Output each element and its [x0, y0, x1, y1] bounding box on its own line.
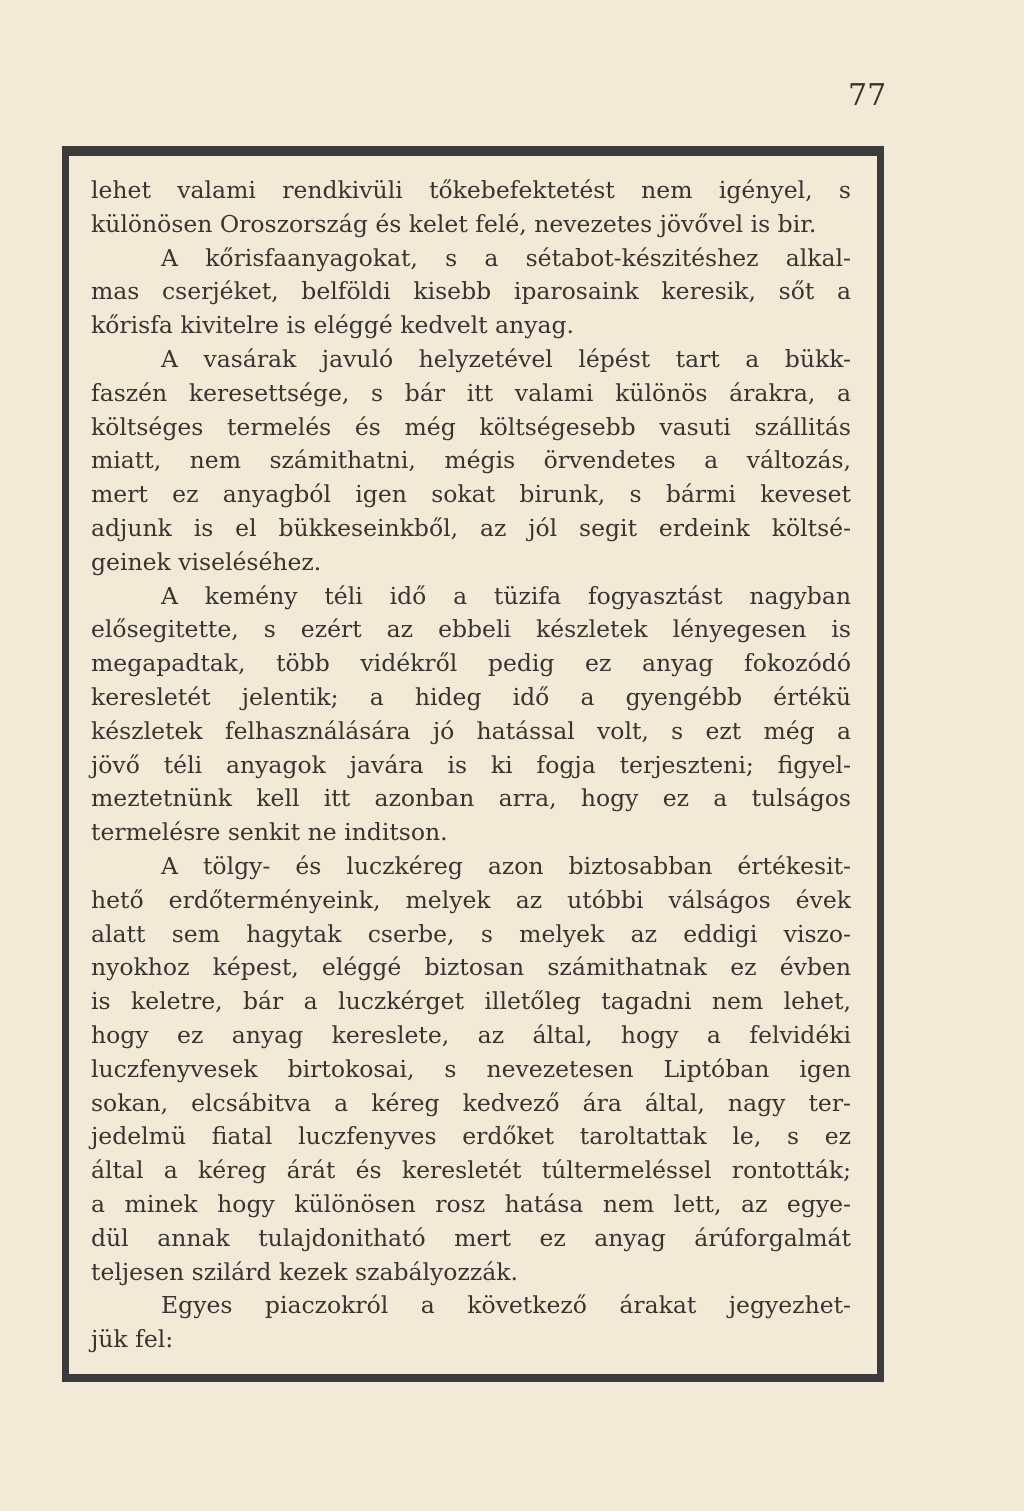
text-line: faszén keresettsége, s bár itt valami különös árakra, a [91, 378, 851, 407]
text-line: hogy ez anyag kereslete, az által, hogy a felvidéki [91, 1020, 851, 1049]
text-line: mert ez anyagból igen sokat birunk, s bármi keveset [91, 480, 851, 509]
text-line: keresletét jelentik; a hideg idő a gyengébb értékü [91, 682, 851, 711]
text-line: adjunk is el bükkeseinkből, az jól segit erdeink költsé- [91, 513, 851, 542]
text-line: Egyes piaczokról a következő árakat jegyezhet- [161, 1291, 851, 1320]
text-line: teljesen szilárd kezek szabályozzák. [91, 1257, 518, 1286]
text-line: miatt, nem számithatni, mégis örvendetes a változás, [91, 446, 851, 475]
body-text [91, 174, 851, 1357]
text-line: kőrisfa kivitelre is eléggé kedvelt anyag. [91, 311, 574, 340]
text-line: alatt sem hagytak cserbe, s melyek az eddigi viszo- [91, 919, 851, 948]
text-line: hető erdőterményeink, melyek az utóbbi válságos évek [91, 885, 851, 914]
text-line: mas cserjéket, belföldi kisebb iparosaink keresik, sőt a [91, 277, 851, 306]
text-line: is keletre, bár a luczkérget illetőleg tagadni nem lehet, [91, 987, 851, 1016]
text-line: sokan, elcsábitva a kéreg kedvező ára által, nagy ter- [91, 1088, 851, 1117]
text-line: jedelmü fiatal luczfenyves erdőket taroltattak le, s ez [91, 1122, 851, 1151]
text-line: készletek felhasználására jó hatással volt, s ezt még a [91, 716, 851, 745]
text-line: dül annak tulajdonitható mert ez anyag árúforgalmát [91, 1223, 851, 1252]
text-line: költséges termelés és még költségesebb vasuti szállitás [91, 412, 851, 441]
text-line: által a kéreg árát és keresletét túltermeléssel rontották; [91, 1156, 851, 1185]
text-line: nyokhoz képest, eléggé biztosan számithatnak ez évben [91, 953, 851, 982]
text-line: a minek hogy különösen rosz hatása nem lett, az egye- [91, 1189, 851, 1218]
text-line: A kemény téli idő a tüzifa fogyasztást nagyban [161, 581, 851, 610]
text-line: jük fel: [91, 1325, 174, 1354]
text-line: elősegitette, s ezért az ebbeli készletek lényegesen is [91, 615, 851, 644]
text-line: luczfenyvesek birtokosai, s nevezetesen Liptóban igen [91, 1054, 851, 1083]
page-number: 77 [848, 78, 887, 113]
text-line: termelésre senkit ne inditson. [91, 818, 448, 847]
text-line: különösen Oroszország és kelet felé, nevezetes jövővel is bir. [91, 209, 817, 238]
text-line: jövő téli anyagok javára is ki fogja terjeszteni; figyel- [91, 750, 851, 779]
text-line: lehet valami rendkivüli tőkebefektetést nem igényel, s [91, 176, 851, 204]
text-line: A kőrisfaanyagokat, s a sétabot-készitéshez alkal- [161, 243, 851, 272]
text-line: meztetnünk kell itt azonban arra, hogy ez a tulságos [91, 784, 851, 813]
text-line: geinek viseléséhez. [91, 547, 322, 576]
text-line: A vasárak javuló helyzetével lépést tart a bükk- [161, 344, 851, 373]
text-line: A tölgy- és luczkéreg azon biztosabban értékesit- [161, 851, 851, 880]
text-line: megapadtak, több vidékről pedig ez anyag fokozódó [91, 649, 851, 678]
